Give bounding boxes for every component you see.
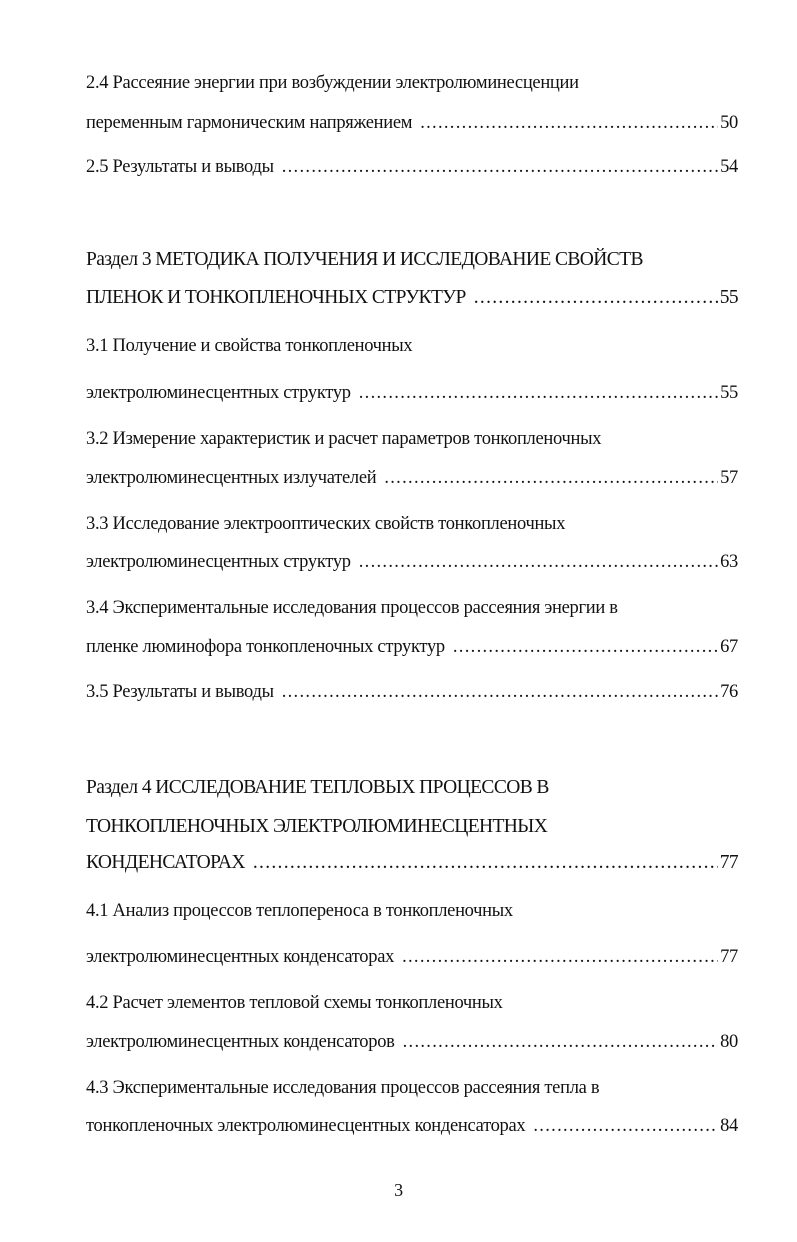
toc-entry-title: переменным гармоническим напряжением [86,113,413,133]
dot-leader [253,848,718,878]
toc-page-number: 80 [720,1032,738,1052]
toc-entry-2-4-line2 [86,108,738,138]
page-number: 3 [394,1180,403,1200]
toc-entry-title: пленке люминофора тонкопленочных структур [86,637,445,657]
toc-entry-4-1-line2 [86,942,738,972]
toc-entry-2-5 [86,152,738,182]
toc-page-number: 57 [720,468,738,488]
toc-entry-3-1-line2 [86,378,738,408]
toc-entry-3-3-line1: 3.3 Исследование электрооптических свойств тонкопленочных [86,514,566,534]
dot-leader [420,108,718,138]
toc-entry-title: ПЛЕНОК И ТОНКОПЛЕНОЧНЫХ СТРУКТУР [86,287,466,308]
toc-entry-title: электролюминесцентных конденсаторов [86,1032,395,1052]
toc-entry-4-3-line1: 4.3 Экспериментальные исследования процессов рассеяния тепла в [86,1078,600,1098]
toc-section-3-line1: Раздел 3 МЕТОДИКА ПОЛУЧЕНИЯ И ИССЛЕДОВАНИЕ СВОЙСТВ [86,249,643,270]
dot-leader [474,283,718,313]
toc-entry-3-2-line1: 3.2 Измерение характеристик и расчет параметров тонкопленочных [86,429,602,449]
toc-page-number: 67 [720,637,738,657]
toc-page-number: 63 [720,552,738,572]
toc-page-number: 50 [720,113,738,133]
toc-entry-3-2-line2 [86,463,738,493]
toc-entry-title: 3.5 Результаты и выводы [86,682,274,702]
toc-page-number: 84 [720,1116,738,1136]
toc-entry-3-4-line1: 3.4 Экспериментальные исследования процессов рассеяния энергии в [86,598,618,618]
dot-leader [453,632,718,662]
dot-leader [403,1027,719,1057]
toc-entry-4-2-line1: 4.2 Расчет элементов тепловой схемы тонкопленочных [86,993,503,1013]
toc-section-3-line2 [86,283,738,313]
toc-entry-4-1-line1: 4.1 Анализ процессов теплопереноса в тонкопленочных [86,901,513,921]
dot-leader [533,1111,718,1141]
dot-leader [384,463,718,493]
toc-entry-title: электролюминесцентных конденсаторах [86,947,395,967]
toc-page-number: 54 [720,157,738,177]
toc-section-4-line1: Раздел 4 ИССЛЕДОВАНИЕ ТЕПЛОВЫХ ПРОЦЕССОВ В [86,777,549,798]
toc-entry-3-4-line2 [86,632,738,662]
toc-entry-4-2-line2 [86,1027,738,1057]
toc-entry-2-4-line1: 2.4 Рассеяние энергии при возбуждении электролюминесценции [86,73,579,93]
toc-page-number: 76 [720,682,738,702]
toc-entry-3-3-line2 [86,547,738,577]
toc-entry-title: КОНДЕНСАТОРАХ [86,852,245,873]
toc-section-4-line2: ТОНКОПЛЕНОЧНЫХ ЭЛЕКТРОЛЮМИНЕСЦЕНТНЫХ [86,816,548,837]
toc-page-number: 77 [720,947,738,967]
dot-leader [282,152,718,182]
dot-leader [282,677,718,707]
toc-section-4-line3 [86,848,738,878]
dot-leader [359,547,718,577]
toc-page-number: 77 [719,852,738,873]
toc-entry-title: электролюминесцентных излучателей [86,468,377,488]
toc-page-number: 55 [720,383,738,403]
toc-entry-title: электролюминесцентных структур [86,552,351,572]
toc-entry-3-1-line1: 3.1 Получение и свойства тонкопленочных [86,336,413,356]
toc-entry-4-3-line2 [86,1111,738,1141]
dot-leader [402,942,718,972]
dot-leader [359,378,718,408]
toc-entry-3-5 [86,677,738,707]
toc-entry-title: электролюминесцентных структур [86,383,351,403]
toc-page-number: 55 [719,287,738,308]
toc-entry-title: 2.5 Результаты и выводы [86,157,274,177]
toc-entry-title: тонкопленочных электролюминесцентных конденсаторах [86,1116,526,1136]
